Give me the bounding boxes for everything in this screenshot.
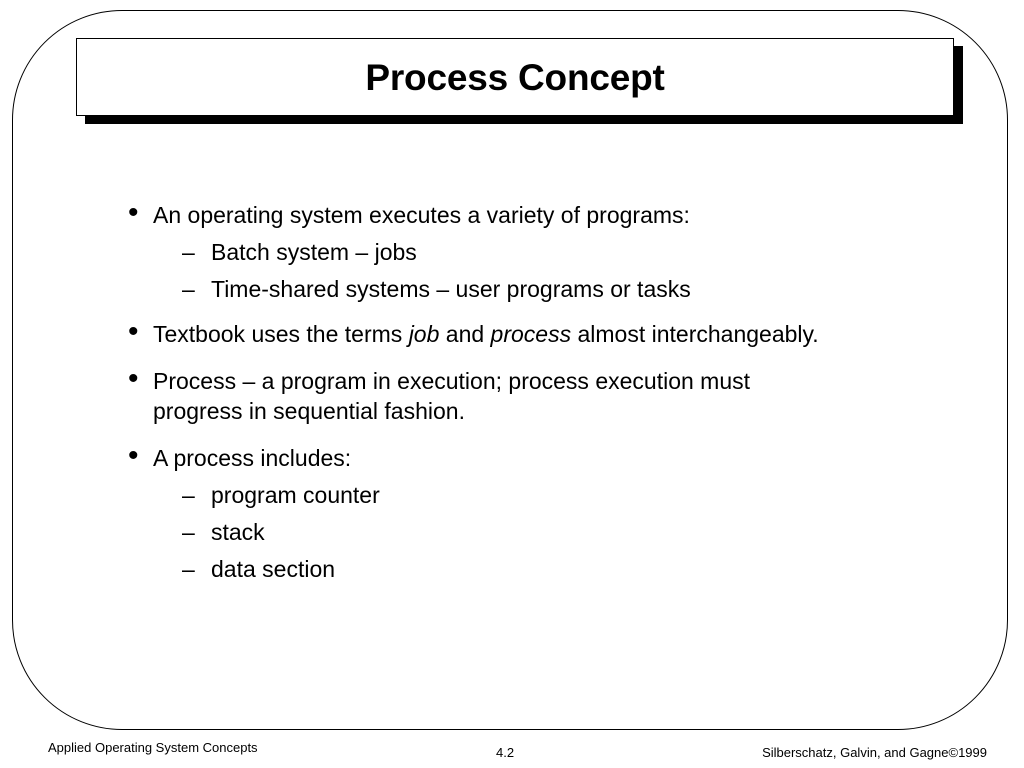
bullet-1-sub-2: Time-shared systems – user programs or tasks: [211, 276, 691, 302]
bullet-4-sub-2: stack: [211, 519, 265, 545]
bullet-3-line-2: progress in sequential fashion.: [153, 398, 465, 424]
dash-marker: –: [182, 239, 195, 265]
footer-course-title: Applied Operating System Concepts: [48, 740, 258, 755]
term-process: process: [490, 321, 572, 347]
footer-page-number: 4.2: [496, 745, 515, 760]
slide-title: Process Concept: [365, 56, 665, 98]
bullet-marker: •: [128, 315, 139, 348]
bullet-2-part-5: almost interchangeably.: [571, 321, 819, 347]
bullet-marker: •: [128, 439, 139, 472]
bullet-marker: •: [128, 196, 139, 229]
bullet-3-line-1: Process – a program in execution; process execution must: [153, 368, 751, 394]
dash-marker: –: [182, 556, 195, 582]
bullet-2-text: [153, 323, 819, 346]
bullet-4-sub-3: data section: [211, 556, 336, 582]
bullet-1-sub-1: Batch system – jobs: [211, 239, 417, 265]
dash-marker: –: [182, 482, 195, 508]
dash-marker: –: [182, 276, 195, 302]
bullet-marker: •: [128, 362, 139, 395]
bullet-2-part-1: Textbook uses the terms: [153, 321, 409, 347]
bullet-4-text: A process includes:: [153, 445, 352, 471]
bullet-1-text: An operating system executes a variety of programs:: [153, 202, 690, 228]
footer-copyright: Silberschatz, Galvin, and Gagne©1999: [762, 745, 987, 760]
bullet-4-sub-1: program counter: [211, 482, 380, 508]
bullet-2-part-3: and: [439, 321, 491, 347]
dash-marker: –: [182, 519, 195, 545]
term-job: job: [408, 321, 440, 347]
